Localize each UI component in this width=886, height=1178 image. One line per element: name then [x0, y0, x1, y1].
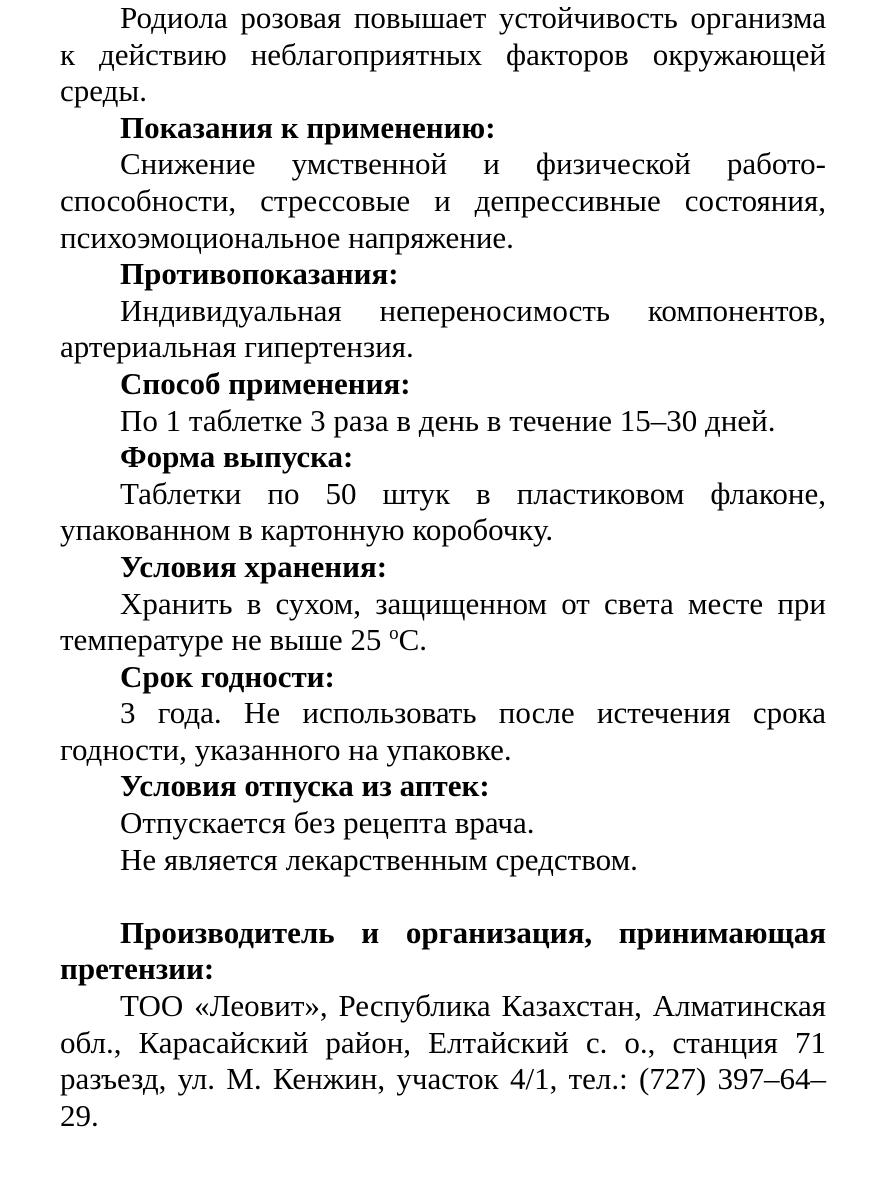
storage-text: Хранить в сухом, защищенном от света месте при температуре не выше 25	[60, 585, 826, 658]
section-body-shelf-life: 3 года. Не использовать после истечения срока годности, указанного на упаковке.	[60, 695, 826, 767]
paragraph-spacer	[60, 878, 826, 915]
section-heading-storage: Условия хранения:	[120, 548, 388, 584]
section-body-storage	[60, 586, 826, 659]
intro-paragraph: Родиола розовая повышает устойчивость организма к действию неблагоприятных факторов окружающей среды.	[60, 0, 826, 109]
manufacturer-address: ТОО «Леовит», Республика Казахстан, Алматинская обл., Карасайский район, Елтайский с. о., станция 71 разъезд, ул. М. Кенжин, участок 4/1, тел.: (727) 397–64–29.	[60, 988, 826, 1133]
section-heading-indications: Показания к применению:	[120, 109, 496, 145]
degree-icon: o	[389, 623, 399, 645]
section-body-contraindications: Индивидуальная непереносимость компонентов, артериальная гипертензия.	[60, 292, 826, 365]
manufacturer-heading: Производитель и организация, принимающая претензии:	[60, 914, 826, 987]
section-body-dosage: По 1 таблетке 3 раза в день в течение 15–30 дней.	[120, 402, 776, 438]
section-heading-shelf-life: Срок годности:	[120, 658, 335, 694]
section-body-indications: Снижение умственной и физической работоспособности, стрессовые и депрессивные состояния, психоэмоциональное напряжение.	[60, 146, 826, 255]
section-heading-dispensing: Условия отпуска из аптек:	[120, 768, 490, 804]
section-body-release-form: Таблетки по 50 штук в пластиковом флаконе, упакованном в картонную коробочку.	[60, 475, 826, 548]
section-body-dispensing-line-1: Отпускается без рецепта врача.	[120, 805, 535, 841]
section-heading-contraindications: Противопоказания:	[120, 256, 399, 292]
section-heading-dosage: Способ применения:	[120, 365, 411, 401]
leaflet-page	[60, 0, 826, 1134]
section-body-dispensing-line-2: Не является лекарственным средством.	[120, 841, 638, 877]
storage-unit: С.	[398, 622, 428, 658]
section-heading-release-form: Форма выпуска:	[120, 439, 354, 475]
